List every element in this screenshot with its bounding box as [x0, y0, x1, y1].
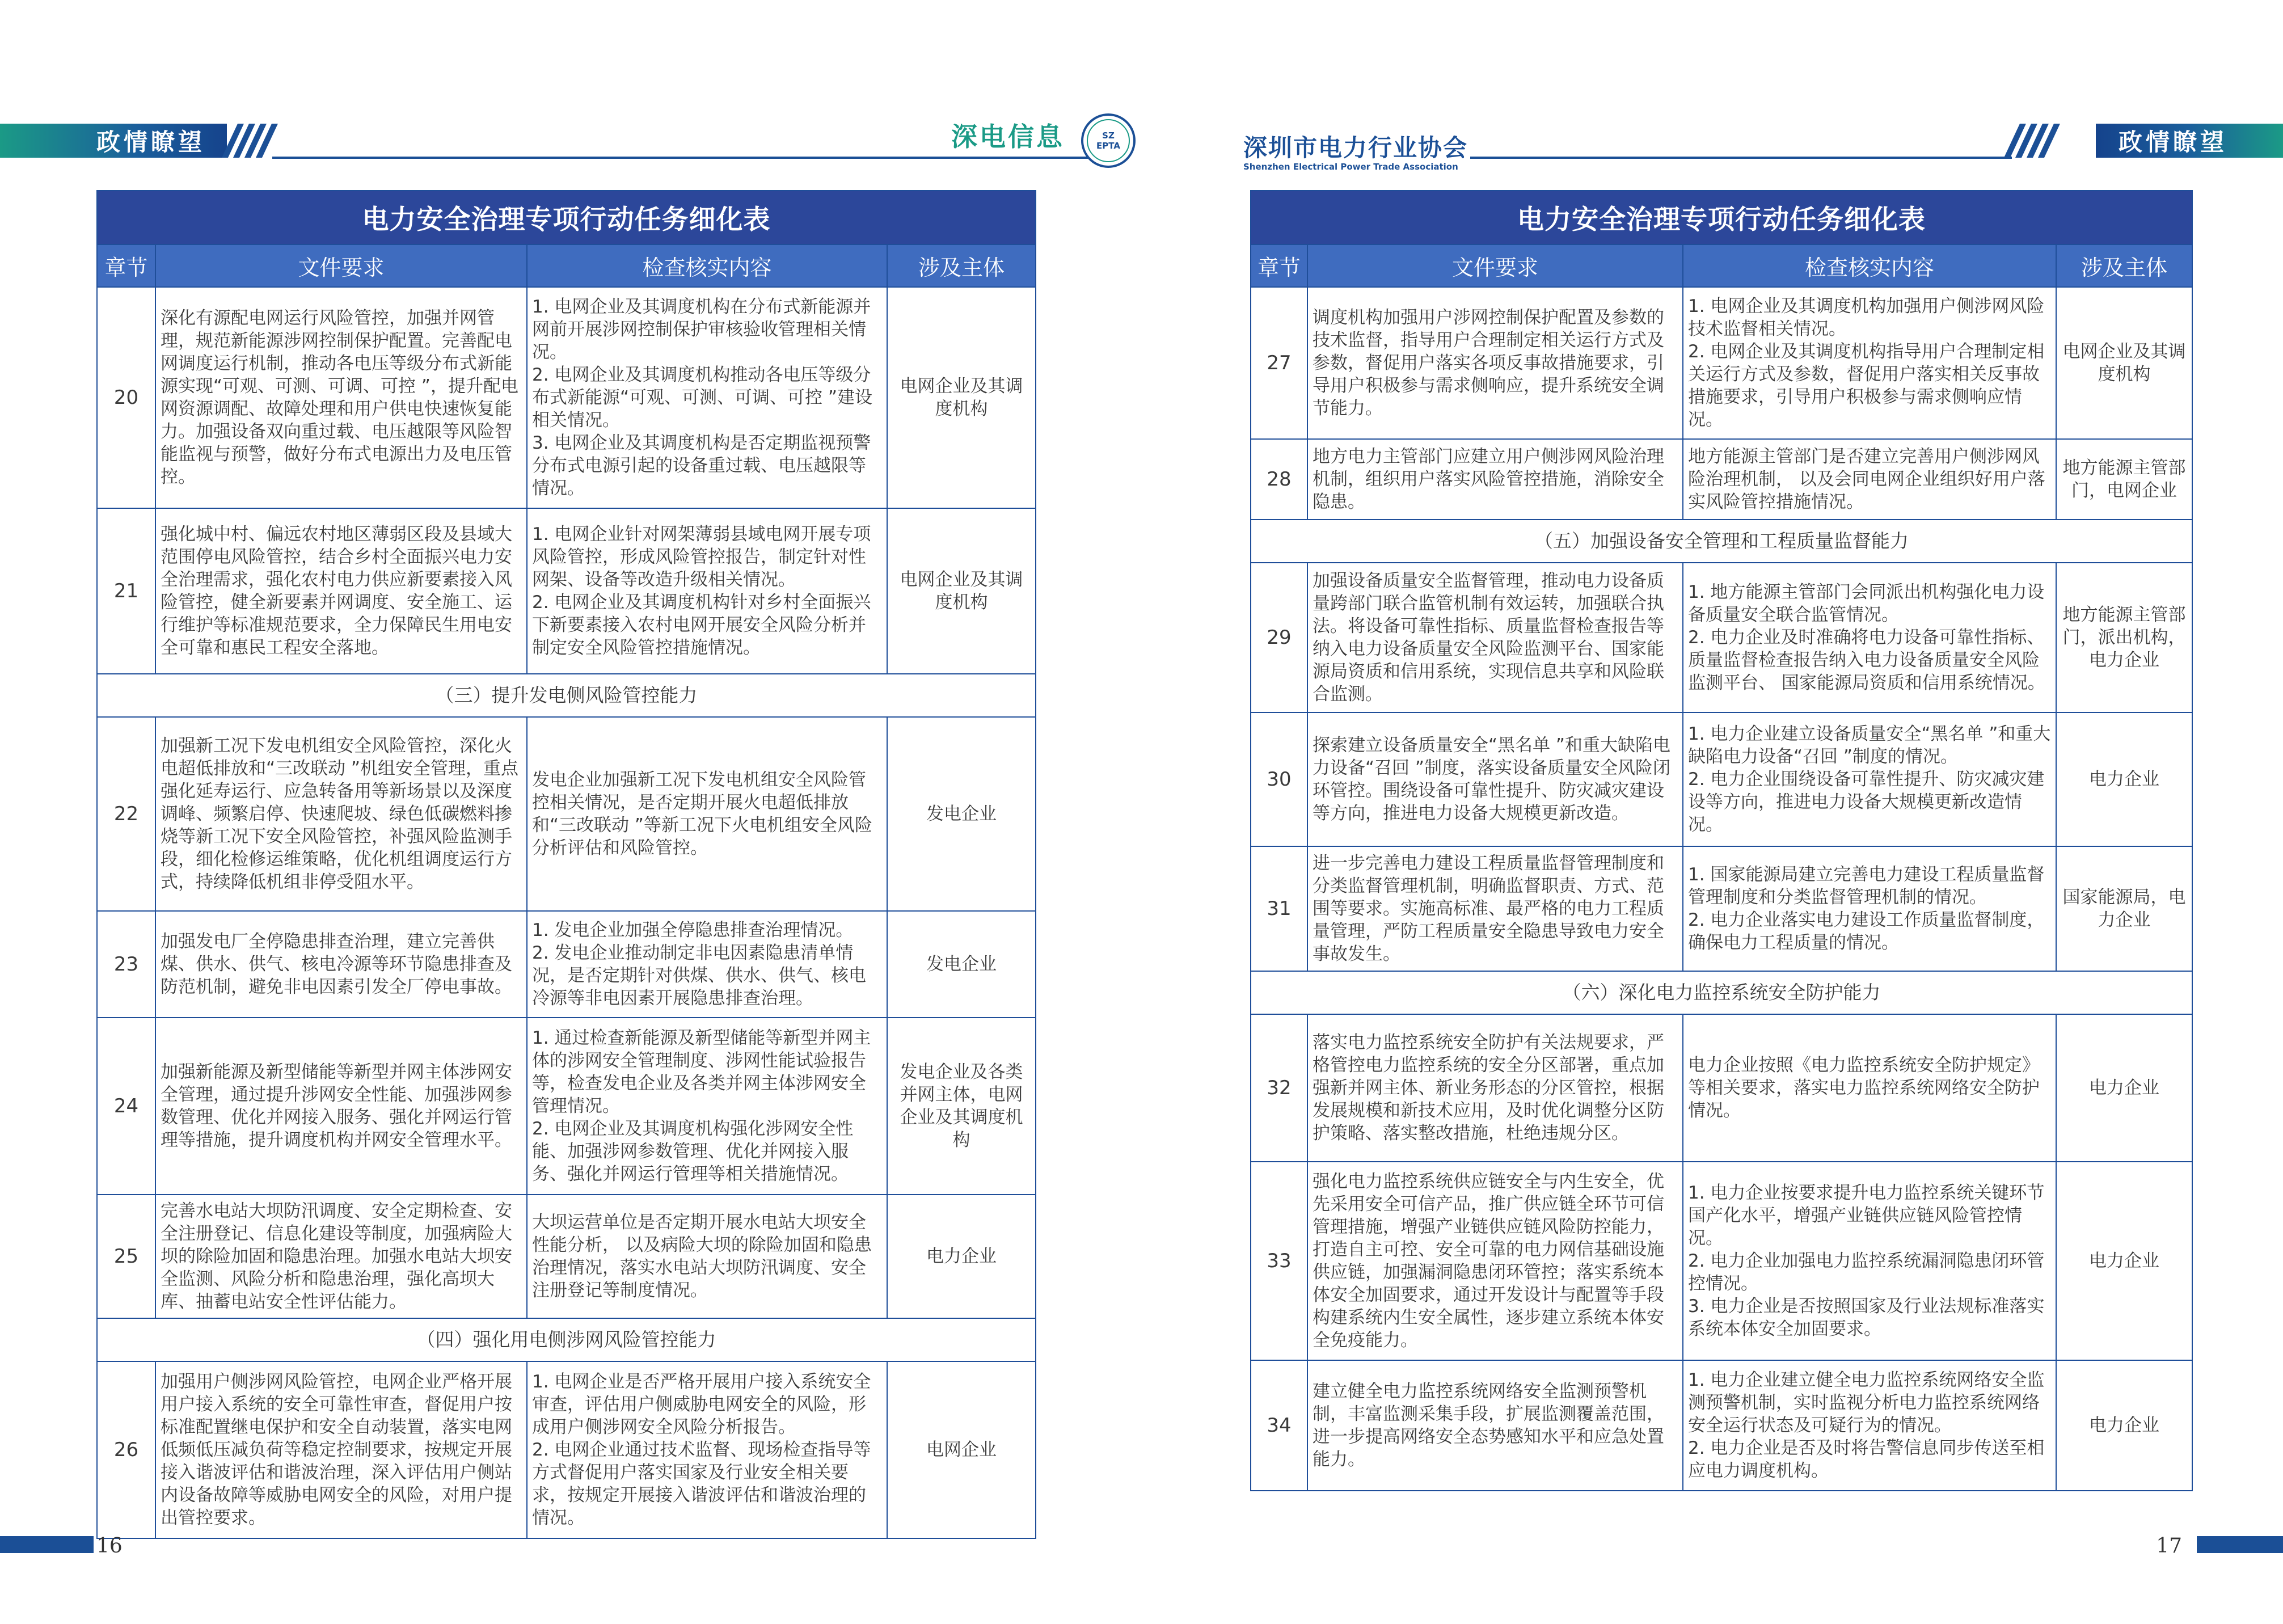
- col-header-subject: 涉及主体: [2056, 244, 2192, 287]
- table-row: [97, 1018, 1036, 1195]
- requirement-cell: 加强用户侧涉网风险管控，电网企业严格开展用户接入系统的安全可靠性审查，督促用户按标准配置继电保护和安全自动装置，落实电网低频低压减负荷等稳定控制要求，按规定开展接入谐波评估和谐波治理，深入评估用户侧站内设备故障等威胁电网安全的风险，对用户提出管控要求。: [155, 1361, 527, 1538]
- col-header-check: 检查核实内容: [527, 244, 887, 287]
- chapter-number: 26: [97, 1361, 155, 1538]
- check-cell: [527, 287, 887, 508]
- requirement-cell: 深化有源配电网运行风险管控，加强并网管理，规范新能源涉网控制保护配置。完善配电网调度运行机制，推动各电压等级分布式新能源实现“可观、可测、可调、可控 ”，提升配电网资源调配、故障处理和用户供电快速恢复能力。加强设备双向重过载、电压越限等风险智能监视与预警，做好分布式电源出力及电压管控。: [155, 287, 527, 508]
- section-row: [97, 674, 1036, 717]
- check-item: 1. 电力企业建立健全电力监控系统网络安全监测预警机制，实时监视分析电力监控系统网络安全运行状态及可疑行为的情况。: [1688, 1370, 2045, 1436]
- check-cell: [1683, 287, 2056, 439]
- brand-name-en: Shenzhen Electrical Power Trade Association: [1243, 162, 1458, 172]
- subject-cell: 电网企业及其调度机构: [887, 287, 1036, 508]
- requirement-cell: 加强发电厂全停隐患排查治理，建立完善供煤、供水、供气、核电冷源等环节隐患排查及防范机制，避免非电因素引发全厂停电事故。: [155, 911, 527, 1018]
- check-item: 电力企业按照《电力监控系统安全防护规定》等相关要求，落实电力监控系统网络安全防护情况。: [1688, 1055, 2040, 1121]
- requirement-cell: 强化城中村、偏远农村地区薄弱区段及县域大范围停电风险管控，结合乡村全面振兴电力安全治理需求，强化农村电力供应新要素接入风险管控，健全新要素并网调度、安全施工、运行维护等标准规范要求，全力保障民生用电安全可靠和惠民工程安全落地。: [155, 508, 527, 674]
- subject-cell: 电网企业及其调度机构: [887, 508, 1036, 674]
- subject-cell: 电力企业: [2056, 1014, 2192, 1162]
- subject-cell: 电力企业: [2056, 712, 2192, 846]
- check-item: 2. 电力企业围绕设备可靠性提升、防灾减灾建设等方向，推进电力设备大规模更新改造情况。: [1688, 769, 2045, 835]
- check-item: 1. 国家能源局建立完善电力建设工程质量监督管理制度和分类监督管理机制的情况。: [1688, 864, 2045, 908]
- chapter-number: 22: [97, 717, 155, 911]
- table-row: [1251, 287, 2192, 439]
- task-table: [1250, 190, 2193, 1491]
- check-item: 1. 发电企业加强全停隐患排查治理情况。: [532, 920, 854, 940]
- check-cell: [527, 1018, 887, 1195]
- chapter-number: 23: [97, 911, 155, 1018]
- check-item: 3. 电力企业是否按照国家及行业法规标准落实系统本体安全加固要求。: [1688, 1296, 2045, 1339]
- check-item: 1. 电网企业针对网架薄弱县域电网开展专项风险管控，形成风险管控报告，制定针对性网架、设备等改造升级相关情况。: [532, 524, 871, 590]
- col-header-check: 检查核实内容: [1683, 244, 2056, 287]
- subject-cell: 发电企业: [887, 717, 1036, 911]
- requirement-cell: 进一步完善电力建设工程质量监督管理制度和分类监督管理机制，明确监督职责、方式、范围等要求。实施高标准、最严格的电力工程质量管理，严防工程质量安全隐患导致电力安全事故发生。: [1307, 846, 1683, 971]
- table-row: [1251, 1162, 2192, 1360]
- subject-cell: 发电企业: [887, 911, 1036, 1018]
- check-cell: [1683, 1360, 2056, 1491]
- table-row: [97, 911, 1036, 1018]
- subject-cell: 地方能源主管部门，派出机构，电力企业: [2056, 563, 2192, 712]
- subject-cell: 发电企业及各类并网主体，电网企业及其调度机构: [887, 1018, 1036, 1195]
- brand-name-cn: 深圳市电力行业协会: [1243, 134, 1468, 162]
- chapter-number: 32: [1251, 1014, 1307, 1162]
- table-row: [97, 1195, 1036, 1318]
- subject-cell: 国家能源局，电力企业: [2056, 846, 2192, 971]
- check-item: 2. 电网企业及其调度机构推动各电压等级分布式新能源“可观、可测、可调、可控 ”建设相关情况。: [532, 365, 872, 431]
- check-cell: [1683, 712, 2056, 846]
- col-header-requirement: 文件要求: [155, 244, 527, 287]
- check-item: 1. 电网企业是否严格开展用户接入系统安全审查，评估用户侧威胁电网安全的风险，形成用户侧涉网安全风险分析报告。: [532, 1372, 871, 1437]
- check-item: 2. 电网企业及其调度机构强化涉网安全性能、加强涉网参数管理、优化并网接入服务、强化并网运行管理等相关措施情况。: [532, 1119, 854, 1184]
- check-item: 1. 通过检查新能源及新型储能等新型并网主体的涉网安全管理制度、涉网性能试验报告等，检查发电企业及各类并网主体涉网安全管理情况。: [532, 1028, 871, 1116]
- header-rule: [1470, 157, 2012, 159]
- page-number: 17: [2156, 1534, 2182, 1558]
- task-table: [96, 190, 1036, 1539]
- table-row: [1251, 563, 2192, 712]
- subject-cell: 地方能源主管部门，电网企业: [2056, 439, 2192, 520]
- check-cell: [527, 1361, 887, 1538]
- chapter-number: 33: [1251, 1162, 1307, 1360]
- check-cell: [527, 508, 887, 674]
- table-row: [97, 1361, 1036, 1538]
- chapter-number: 31: [1251, 846, 1307, 971]
- header-rule: [272, 157, 1089, 159]
- page-number: 16: [96, 1534, 123, 1558]
- slash-decoration: [230, 124, 270, 158]
- requirement-cell: 加强新工况下发电机组安全风险管控，深化火电超低排放和“三改联动 ”机组安全管理，重点强化延寿运行、应急转备用等新场景以及深度调峰、频繁启停、快速爬坡、绿色低碳燃料掺烧等新工况下安全风险管控，补强风险监测手段，细化检修运维策略，优化机组调度运行方式，持续降低机组非停受阻水平。: [155, 717, 527, 911]
- col-header-requirement: 文件要求: [1307, 244, 1683, 287]
- chapter-number: 24: [97, 1018, 155, 1195]
- check-item: 2. 电力企业落实电力建设工作质量监督制度，确保电力工程质量的情况。: [1688, 910, 2045, 953]
- szepta-logo-icon: SZ EPTA: [1081, 113, 1136, 168]
- table-row: [1251, 1014, 2192, 1162]
- left-page: [0, 0, 1141, 1624]
- check-cell: [1683, 1162, 2056, 1360]
- right-page: [1141, 0, 2283, 1624]
- table-row: [1251, 846, 2192, 971]
- section-heading: （五）加强设备安全管理和工程质量监督能力: [1251, 520, 2192, 563]
- check-item: 大坝运营单位是否定期开展水电站大坝安全性能分析， 以及病险大坝的除险加固和隐患治理情况，落实水电站大坝防汛调度、安全注册登记等制度情况。: [532, 1212, 872, 1301]
- requirement-cell: 加强设备质量安全监督管理，推动电力设备质量跨部门联合监管机制有效运转，加强联合执法。将设备可靠性指标、质量监督检查报告等纳入电力设备质量安全风险监测平台、国家能源局资质和信用系统，实现信息共享和风险联合监测。: [1307, 563, 1683, 712]
- check-cell: [527, 911, 887, 1018]
- col-header-chapter: 章节: [97, 244, 155, 287]
- table-row: [97, 717, 1036, 911]
- subject-cell: 电力企业: [887, 1195, 1036, 1318]
- section-row: [1251, 971, 2192, 1014]
- table-row: [1251, 1360, 2192, 1491]
- chapter-number: 21: [97, 508, 155, 674]
- check-item: 发电企业加强新工况下发电机组安全风险管控相关情况，是否定期开展火电超低排放和“三改联动 ”等新工况下火电机组安全风险分析评估和风险管控。: [532, 770, 872, 858]
- requirement-cell: 地方电力主管部门应建立用户侧涉网风险治理机制，组织用户落实风险管控措施，消除安全隐患。: [1307, 439, 1683, 520]
- check-cell: [527, 717, 887, 911]
- subject-cell: 电网企业: [887, 1361, 1036, 1538]
- col-header-chapter: 章节: [1251, 244, 1307, 287]
- subject-cell: 电力企业: [2056, 1360, 2192, 1491]
- chapter-number: 27: [1251, 287, 1307, 439]
- check-item: 2. 电网企业通过技术监督、现场检查指导等方式督促用户落实国家及行业安全相关要求，按规定开展接入谐波评估和谐波治理的情况。: [532, 1440, 871, 1528]
- section-tag: 政情瞭望: [2096, 124, 2283, 158]
- chapter-number: 30: [1251, 712, 1307, 846]
- section-row: [1251, 520, 2192, 563]
- check-item: 1. 电力企业按要求提升电力监控系统关键环节国产化水平，增强产业链供应链风险管控情况。: [1688, 1183, 2045, 1248]
- requirement-cell: 加强新能源及新型储能等新型并网主体涉网安全管理，通过提升涉网安全性能、加强涉网参数管理、优化并网接入服务、强化并网运行管理等措施，提升调度机构并网安全管理水平。: [155, 1018, 527, 1195]
- check-item: 1. 电网企业及其调度机构在分布式新能源并网前开展涉网控制保护审核验收管理相关情况。: [532, 297, 871, 362]
- table-title: 电力安全治理专项行动任务细化表: [1251, 191, 2192, 244]
- check-item: 1. 地方能源主管部门会同派出机构强化电力设备质量安全联合监管情况。: [1688, 582, 2045, 625]
- table-row: [97, 287, 1036, 508]
- requirement-cell: 完善水电站大坝防汛调度、安全定期检查、安全注册登记、信息化建设等制度，加强病险大坝的除险加固和隐患治理。加强水电站大坝安全监测、风险分析和隐患治理，强化高坝大库、抽蓄电站安全性评估能力。: [155, 1195, 527, 1318]
- check-item: 3. 电网企业及其调度机构是否定期监视预警分布式电源引起的设备重过载、电压越限等情况。: [532, 433, 871, 499]
- subject-cell: 电力企业: [2056, 1162, 2192, 1360]
- check-cell: [1683, 439, 2056, 520]
- corner-bar: [2197, 1536, 2283, 1553]
- section-heading: （六）深化电力监控系统安全防护能力: [1251, 971, 2192, 1014]
- requirement-cell: 建立健全电力监控系统网络安全监测预警机制，丰富监测采集手段，扩展监测覆盖范围，进一步提高网络安全态势感知水平和应急处置能力。: [1307, 1360, 1683, 1491]
- requirement-cell: 强化电力监控系统供应链安全与内生安全，优先采用安全可信产品，推广供应链全环节可信管理措施，增强产业链供应链风险防控能力，打造自主可控、安全可靠的电力网信基础设施供应链，加强漏洞隐患闭环管控；落实系统本体安全加固要求，通过开发设计与配置等手段构建系统内生安全属性，逐步建立系统本体安全免疫能力。: [1307, 1162, 1683, 1360]
- brand-association: [1243, 135, 1468, 172]
- check-item: 2. 发电企业推动制定非电因素隐患清单情况，是否定期针对供煤、供水、供气、核电冷源等非电因素开展隐患排查治理。: [532, 943, 866, 1009]
- subject-cell: 电网企业及其调度机构: [2056, 287, 2192, 439]
- section-tag: 政情瞭望: [0, 124, 227, 158]
- check-item: 2. 电力企业是否及时将告警信息同步传送至相应电力调度机构。: [1688, 1438, 2045, 1481]
- table-row: [1251, 712, 2192, 846]
- chapter-number: 25: [97, 1195, 155, 1318]
- check-item: 2. 电力企业加强电力监控系统漏洞隐患闭环管控情况。: [1688, 1251, 2045, 1294]
- corner-bar: [0, 1536, 94, 1553]
- table-row: [97, 508, 1036, 674]
- chapter-number: 20: [97, 287, 155, 508]
- requirement-cell: 调度机构加强用户涉网控制保护配置及参数的技术监督，指导用户合理制定相关运行方式及参数，督促用户落实各项反事故措施要求，引导用户积极参与需求侧响应，提升系统安全调节能力。: [1307, 287, 1683, 439]
- check-item: 2. 电力企业及时准确将电力设备可靠性指标、质量监督检查报告纳入电力设备质量安全风险监测平台、 国家能源局资质和信用系统情况。: [1688, 627, 2045, 693]
- requirement-cell: 探索建立设备质量安全“黑名单 ”和重大缺陷电力设备“召回 ”制度，落实设备质量安全风险闭环管控。围绕设备可靠性提升、防灾减灾建设等方向，推进电力设备大规模更新改造。: [1307, 712, 1683, 846]
- check-cell: [1683, 563, 2056, 712]
- check-cell: [527, 1195, 887, 1318]
- table-title: 电力安全治理专项行动任务细化表: [97, 191, 1036, 244]
- check-item: 地方能源主管部门是否建立完善用户侧涉网风险治理机制， 以及会同电网企业组织好用户落实风险管控措施情况。: [1688, 446, 2045, 512]
- slash-decoration: [2012, 124, 2052, 158]
- chapter-number: 34: [1251, 1360, 1307, 1491]
- section-row: [97, 1318, 1036, 1361]
- check-item: 2. 电网企业及其调度机构针对乡村全面振兴下新要素接入农村电网开展安全风险分析并制定安全风险管控措施情况。: [532, 592, 871, 658]
- check-item: 1. 电网企业及其调度机构加强用户侧涉网风险技术监督相关情况。: [1688, 296, 2045, 339]
- check-cell: [1683, 846, 2056, 971]
- brand-title: 深电信息: [951, 121, 1065, 152]
- check-cell: [1683, 1014, 2056, 1162]
- section-heading: （三）提升发电侧风险管控能力: [97, 674, 1036, 717]
- section-heading: （四）强化用电侧涉网风险管控能力: [97, 1318, 1036, 1361]
- check-item: 2. 电网企业及其调度机构指导用户合理制定相关运行方式及参数，督促用户落实相关反事故措施要求，引导用户积极参与需求侧响应情况。: [1688, 341, 2045, 430]
- chapter-number: 28: [1251, 439, 1307, 520]
- check-item: 1. 电力企业建立设备质量安全“黑名单 ”和重大缺陷电力设备“召回 ”制度的情况。: [1688, 724, 2051, 767]
- col-header-subject: 涉及主体: [887, 244, 1036, 287]
- table-row: [1251, 439, 2192, 520]
- requirement-cell: 落实电力监控系统安全防护有关法规要求，严格管控电力监控系统的安全分区部署，重点加强新并网主体、新业务形态的分区管控，根据发展规模和新技术应用，及时优化调整分区防护策略、落实整改措施，杜绝违规分区。: [1307, 1014, 1683, 1162]
- chapter-number: 29: [1251, 563, 1307, 712]
